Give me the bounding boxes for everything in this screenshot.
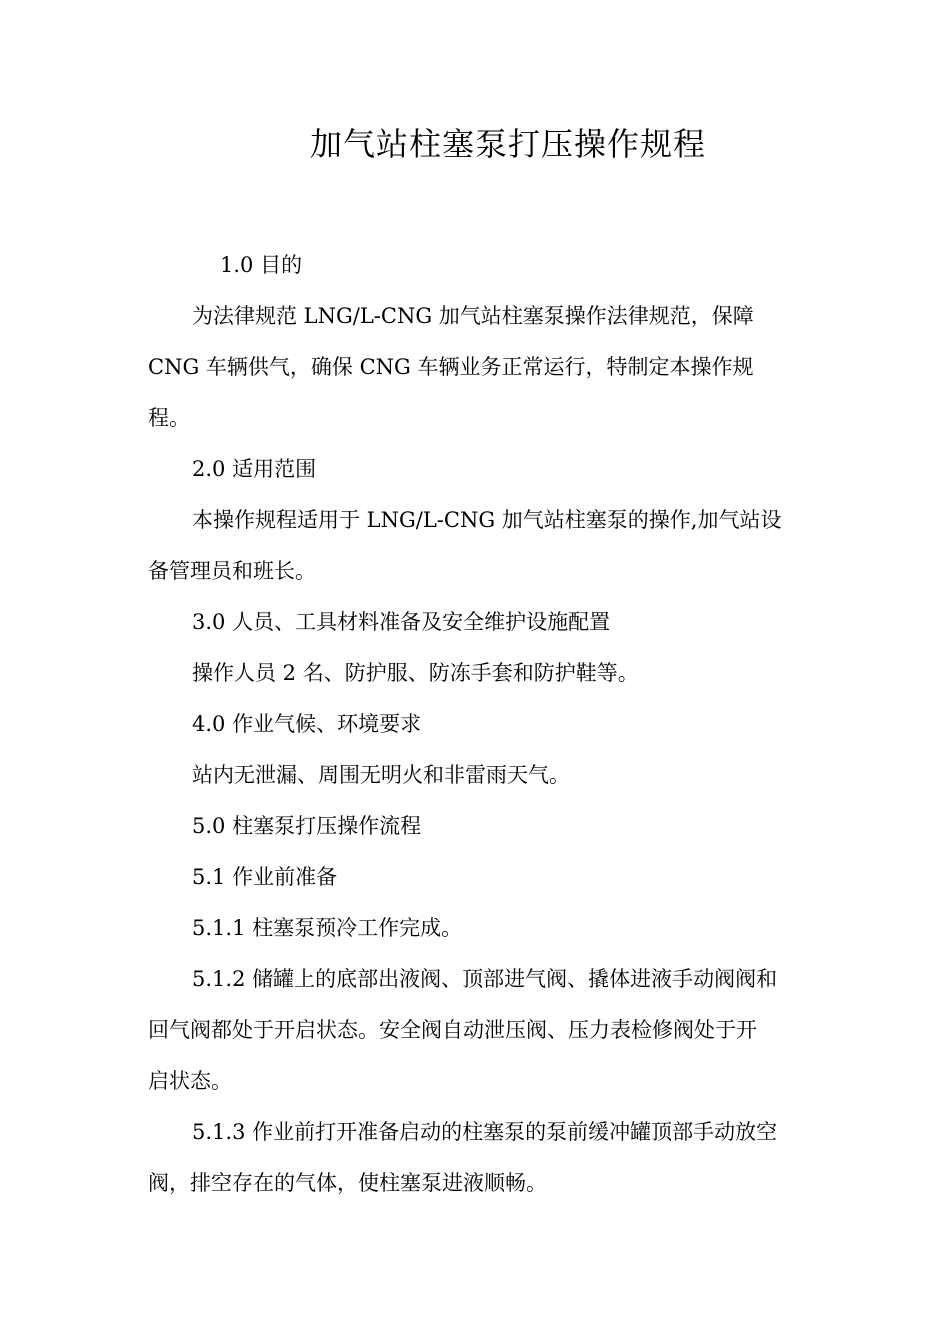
text-line: 为法律规范 LNG/L-CNG 加气站柱塞泵操作法律规范，保障: [192, 304, 754, 328]
step-5-1-1: [148, 903, 808, 954]
text-line: 启状态。: [148, 1069, 232, 1093]
text-line: 阀，排空存在的气体，使柱塞泵进液顺畅。: [148, 1171, 547, 1195]
text-line: 备管理员和班长。: [148, 559, 316, 583]
section-heading-procedure: [148, 801, 808, 852]
section-heading-environment: [148, 699, 808, 750]
step-5-1-2: [148, 954, 808, 1107]
text-line: 程。: [148, 406, 190, 430]
text-line: 回气阀都处于开启状态。安全阀自动泄压阀、压力表检修阀处于开: [148, 1018, 757, 1042]
text-line: 3.0 人员、工具材料准备及安全维护设施配置: [192, 610, 611, 634]
step-5-1-3: [148, 1107, 808, 1209]
paragraph-personnel: [148, 648, 808, 699]
section-heading-personnel: [148, 597, 808, 648]
subsection-heading-preparation: [148, 852, 808, 903]
document-title: 加气站柱塞泵打压操作规程: [309, 125, 706, 163]
text-line: 5.1.3 作业前打开准备启动的柱塞泵的泵前缓冲罐顶部手动放空: [192, 1120, 778, 1144]
text-line: 操作人员 2 名、防护服、防冻手套和防护鞋等。: [192, 661, 639, 685]
section-heading-purpose: [148, 240, 808, 291]
text-line: 站内无泄漏、周围无明火和非雷雨天气。: [192, 763, 570, 787]
text-line: 1.0 目的: [220, 253, 303, 277]
text-line: 2.0 适用范围: [192, 457, 317, 481]
text-line: 5.1.2 储罐上的底部出液阀、顶部进气阀、撬体进液手动阀阀和: [192, 967, 778, 991]
paragraph-purpose: [148, 291, 808, 444]
text-line: 5.1 作业前准备: [192, 865, 338, 889]
text-line: 5.1.1 柱塞泵预冷工作完成。: [192, 916, 463, 940]
section-heading-scope: [148, 444, 808, 495]
document-body: [148, 240, 808, 1209]
text-line: 本操作规程适用于 LNG/L-CNG 加气站柱塞泵的操作,加气站设: [192, 508, 782, 532]
paragraph-environment: [148, 750, 808, 801]
text-line: 4.0 作业气候、环境要求: [192, 712, 422, 736]
text-line: 5.0 柱塞泵打压操作流程: [192, 814, 422, 838]
text-line: CNG 车辆供气，确保 CNG 车辆业务正常运行，特制定本操作规: [148, 355, 754, 379]
paragraph-scope: [148, 495, 808, 597]
